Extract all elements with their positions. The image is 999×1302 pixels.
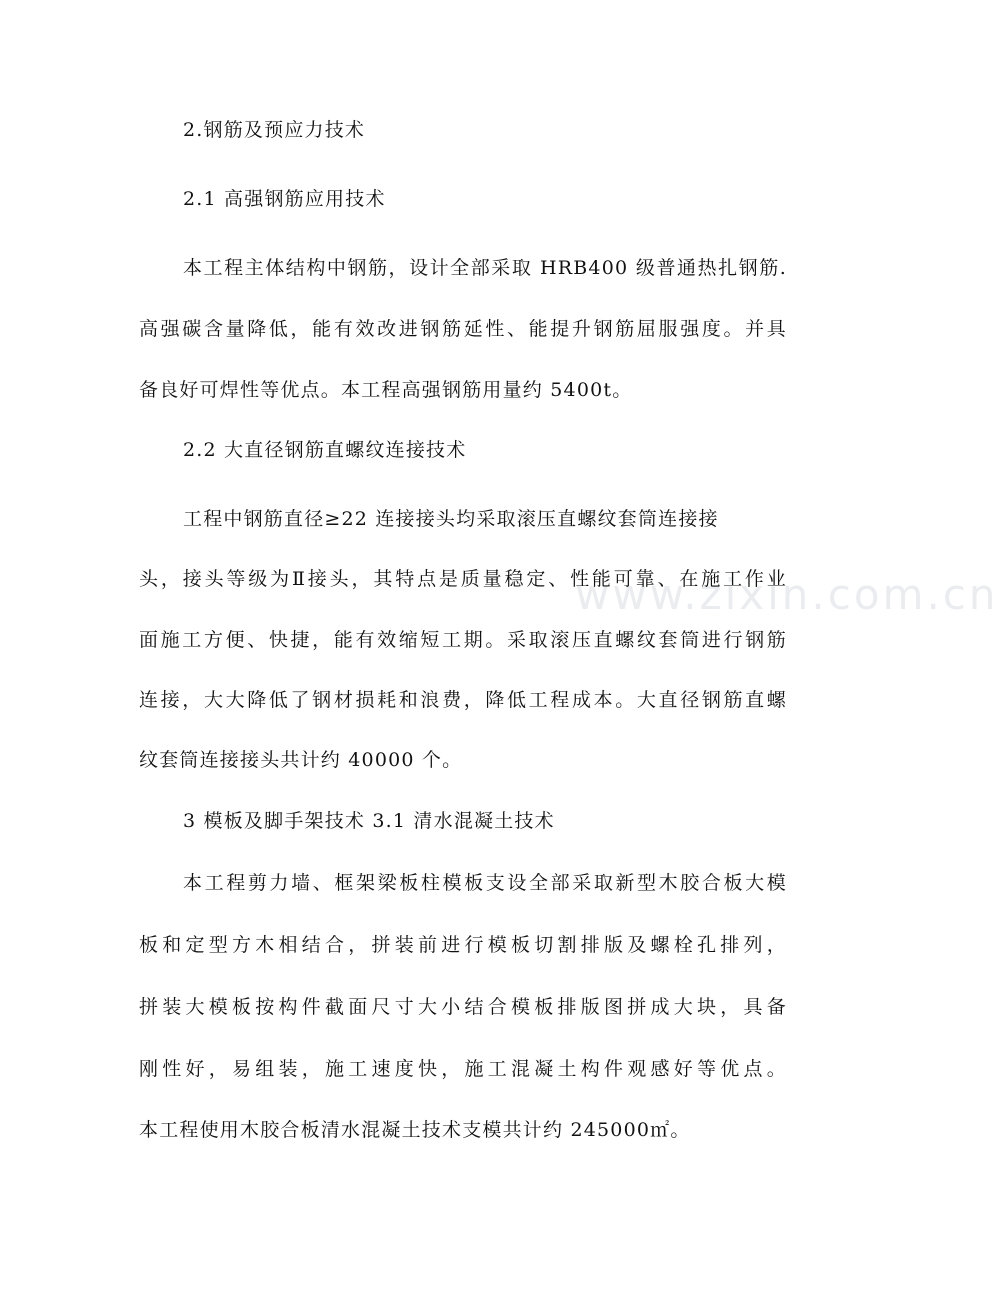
paragraph-line: 面施工方便、快捷，能有效缩短工期。采取滚压直螺纹套筒进行钢筋	[139, 629, 787, 651]
heading-section-2: 2.钢筋及预应力技术	[183, 119, 366, 141]
paragraph-line: 刚性好，易组装，施工速度快，施工混凝土构件观感好等优点。	[139, 1058, 787, 1080]
paragraph-line: 拼装大模板按构件截面尺寸大小结合模板排版图拼成大块，具备	[139, 996, 787, 1018]
paragraph-line: 本工程主体结构中钢筋，设计全部采取 HRB400 级普通热扎钢筋.	[183, 257, 787, 279]
paragraph-line: 备良好可焊性等优点。本工程高强钢筋用量约 5400t。	[139, 379, 633, 401]
paragraph-line: 头，接头等级为Ⅱ接头，其特点是质量稳定、性能可靠、在施工作业	[139, 568, 787, 590]
paragraph-line: 工程中钢筋直径≥22 连接接头均采取滚压直螺纹套筒连接接	[183, 508, 719, 530]
paragraph-line: 高强碳含量降低，能有效改进钢筋延性、能提升钢筋屈服强度。并具	[139, 318, 787, 340]
paragraph-line: 连接，大大降低了钢材损耗和浪费，降低工程成本。大直径钢筋直螺	[139, 689, 787, 711]
paragraph-line: 本工程使用木胶合板清水混凝土技术支模共计约 245000㎡。	[139, 1119, 691, 1141]
watermark: www.zixin.com.cn	[575, 570, 999, 619]
heading-section-2-1: 2.1 高强钢筋应用技术	[183, 188, 386, 210]
paragraph-line: 纹套筒连接接头共计约 40000 个。	[139, 749, 463, 771]
heading-section-2-2: 2.2 大直径钢筋直螺纹连接技术	[183, 439, 467, 461]
paragraph-line: 板和定型方木相结合，拼装前进行模板切割排版及螺栓孔排列，	[139, 934, 787, 956]
paragraph-line: 本工程剪力墙、框架梁板柱模板支设全部采取新型木胶合板大模	[183, 872, 787, 894]
heading-section-3: 3 模板及脚手架技术 3.1 清水混凝土技术	[183, 810, 555, 832]
